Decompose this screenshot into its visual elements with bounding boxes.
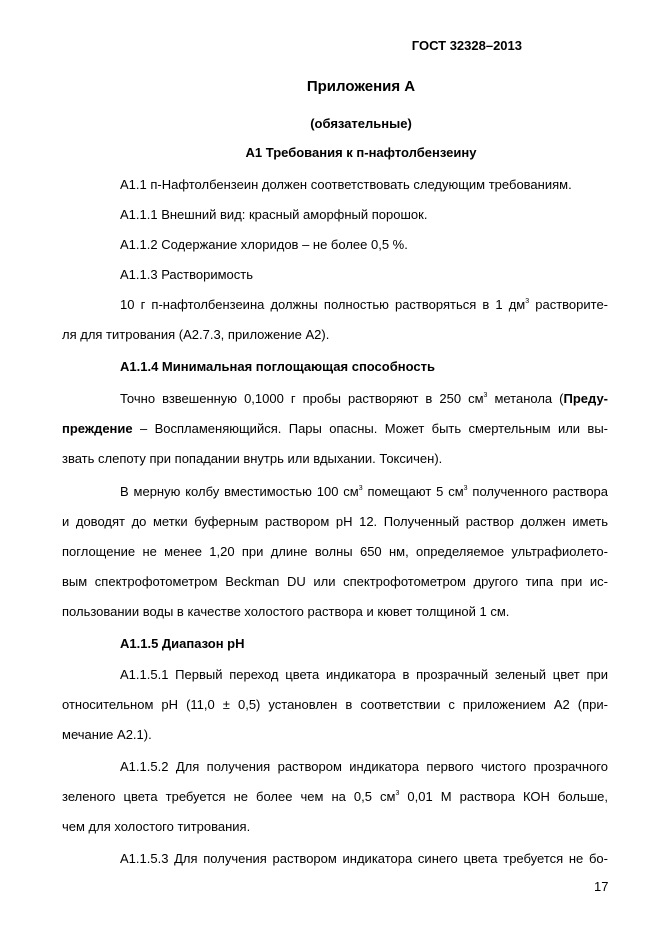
ph-transition-line-3: мечание А2.1). <box>62 727 152 742</box>
green-color-line-2: зеленого цвета требуется не более чем на 0,5 $см^3$ 0,01 М раствора КОН больше, <box>62 789 608 804</box>
appendix-title: Приложения А <box>306 78 416 95</box>
heading-a1-1-4: А1.1.4 Минимальная поглощающая способность <box>120 359 435 374</box>
flask-line-4: вым спектрофотометром Beckman DU или спектрофотометром другого типа при ис- <box>62 574 608 589</box>
blue-color-line-1: А1.1.5.3 Для получения раствором индикатора синего цвета требуется не бо- <box>120 851 608 866</box>
absorbance-line-3: звать слепоту при попадании внутрь или вдыхании. Токсичен). <box>62 451 443 466</box>
appendix-subtitle: (обязательные) <box>310 116 412 131</box>
ph-transition-line-1: А1.1.5.1 Первый переход цвета индикатора в прозрачный зеленый цвет при <box>120 667 608 682</box>
solubility-line-2: ля для титрования (А2.7.3, приложение А2). <box>62 327 330 342</box>
document-header: ГОСТ 32328–2013 <box>411 38 522 53</box>
page-number: 17 <box>594 879 609 894</box>
absorbance-line-1: Точно взвешенную 0,1000 г пробы растворяют в 250 $см^3$ метанола (Преду- <box>120 391 608 406</box>
ph-transition-line-2: относительном рН (11,0 ± 0,5) установлен в соответствии с приложением А2 (при- <box>62 697 608 712</box>
paragraph-a1-1-3: А1.1.3 Растворимость <box>120 267 253 282</box>
green-color-line-1: А1.1.5.2 Для получения раствором индикатора первого чистого прозрачного <box>120 759 608 774</box>
flask-line-1: В мерную колбу вместимостью 100 $см^3$ помещают 5 $см^3$ полученного раствора <box>120 484 609 499</box>
paragraph-a1-1-2: А1.1.2 Содержание хлоридов – не более 0,5 %. <box>120 237 408 252</box>
heading-a1-1-5: А1.1.5 Диапазон рН <box>120 636 245 651</box>
absorbance-line-2: преждение – Воспламеняющийся. Пары опасны. Может быть смертельным или вы- <box>62 421 608 436</box>
paragraph-a1-1: А1.1 п-Нафтолбензеин должен соответствовать следующим требованиям. <box>120 177 572 192</box>
flask-line-5: пользовании воды в качестве холостого раствора и кювет толщиной 1 см. <box>62 604 510 619</box>
green-color-line-3: чем для холостого титрования. <box>62 819 251 834</box>
flask-line-2: и доводят до метки буферным раствором рН 12. Полученный раствор должен иметь <box>62 514 608 529</box>
flask-line-3: поглощение не менее 1,20 при длине волны 650 нм, определяемое ультрафиолето- <box>62 544 608 559</box>
paragraph-a1-1-1: А1.1.1 Внешний вид: красный аморфный порошок. <box>120 207 428 222</box>
solubility-line-1: 10 г п-нафтолбензеина должны полностью растворяться в 1 $дм^3$ растворите- <box>120 297 609 312</box>
section-heading: А1 Требования к п-нафтолбензеину <box>245 145 477 160</box>
